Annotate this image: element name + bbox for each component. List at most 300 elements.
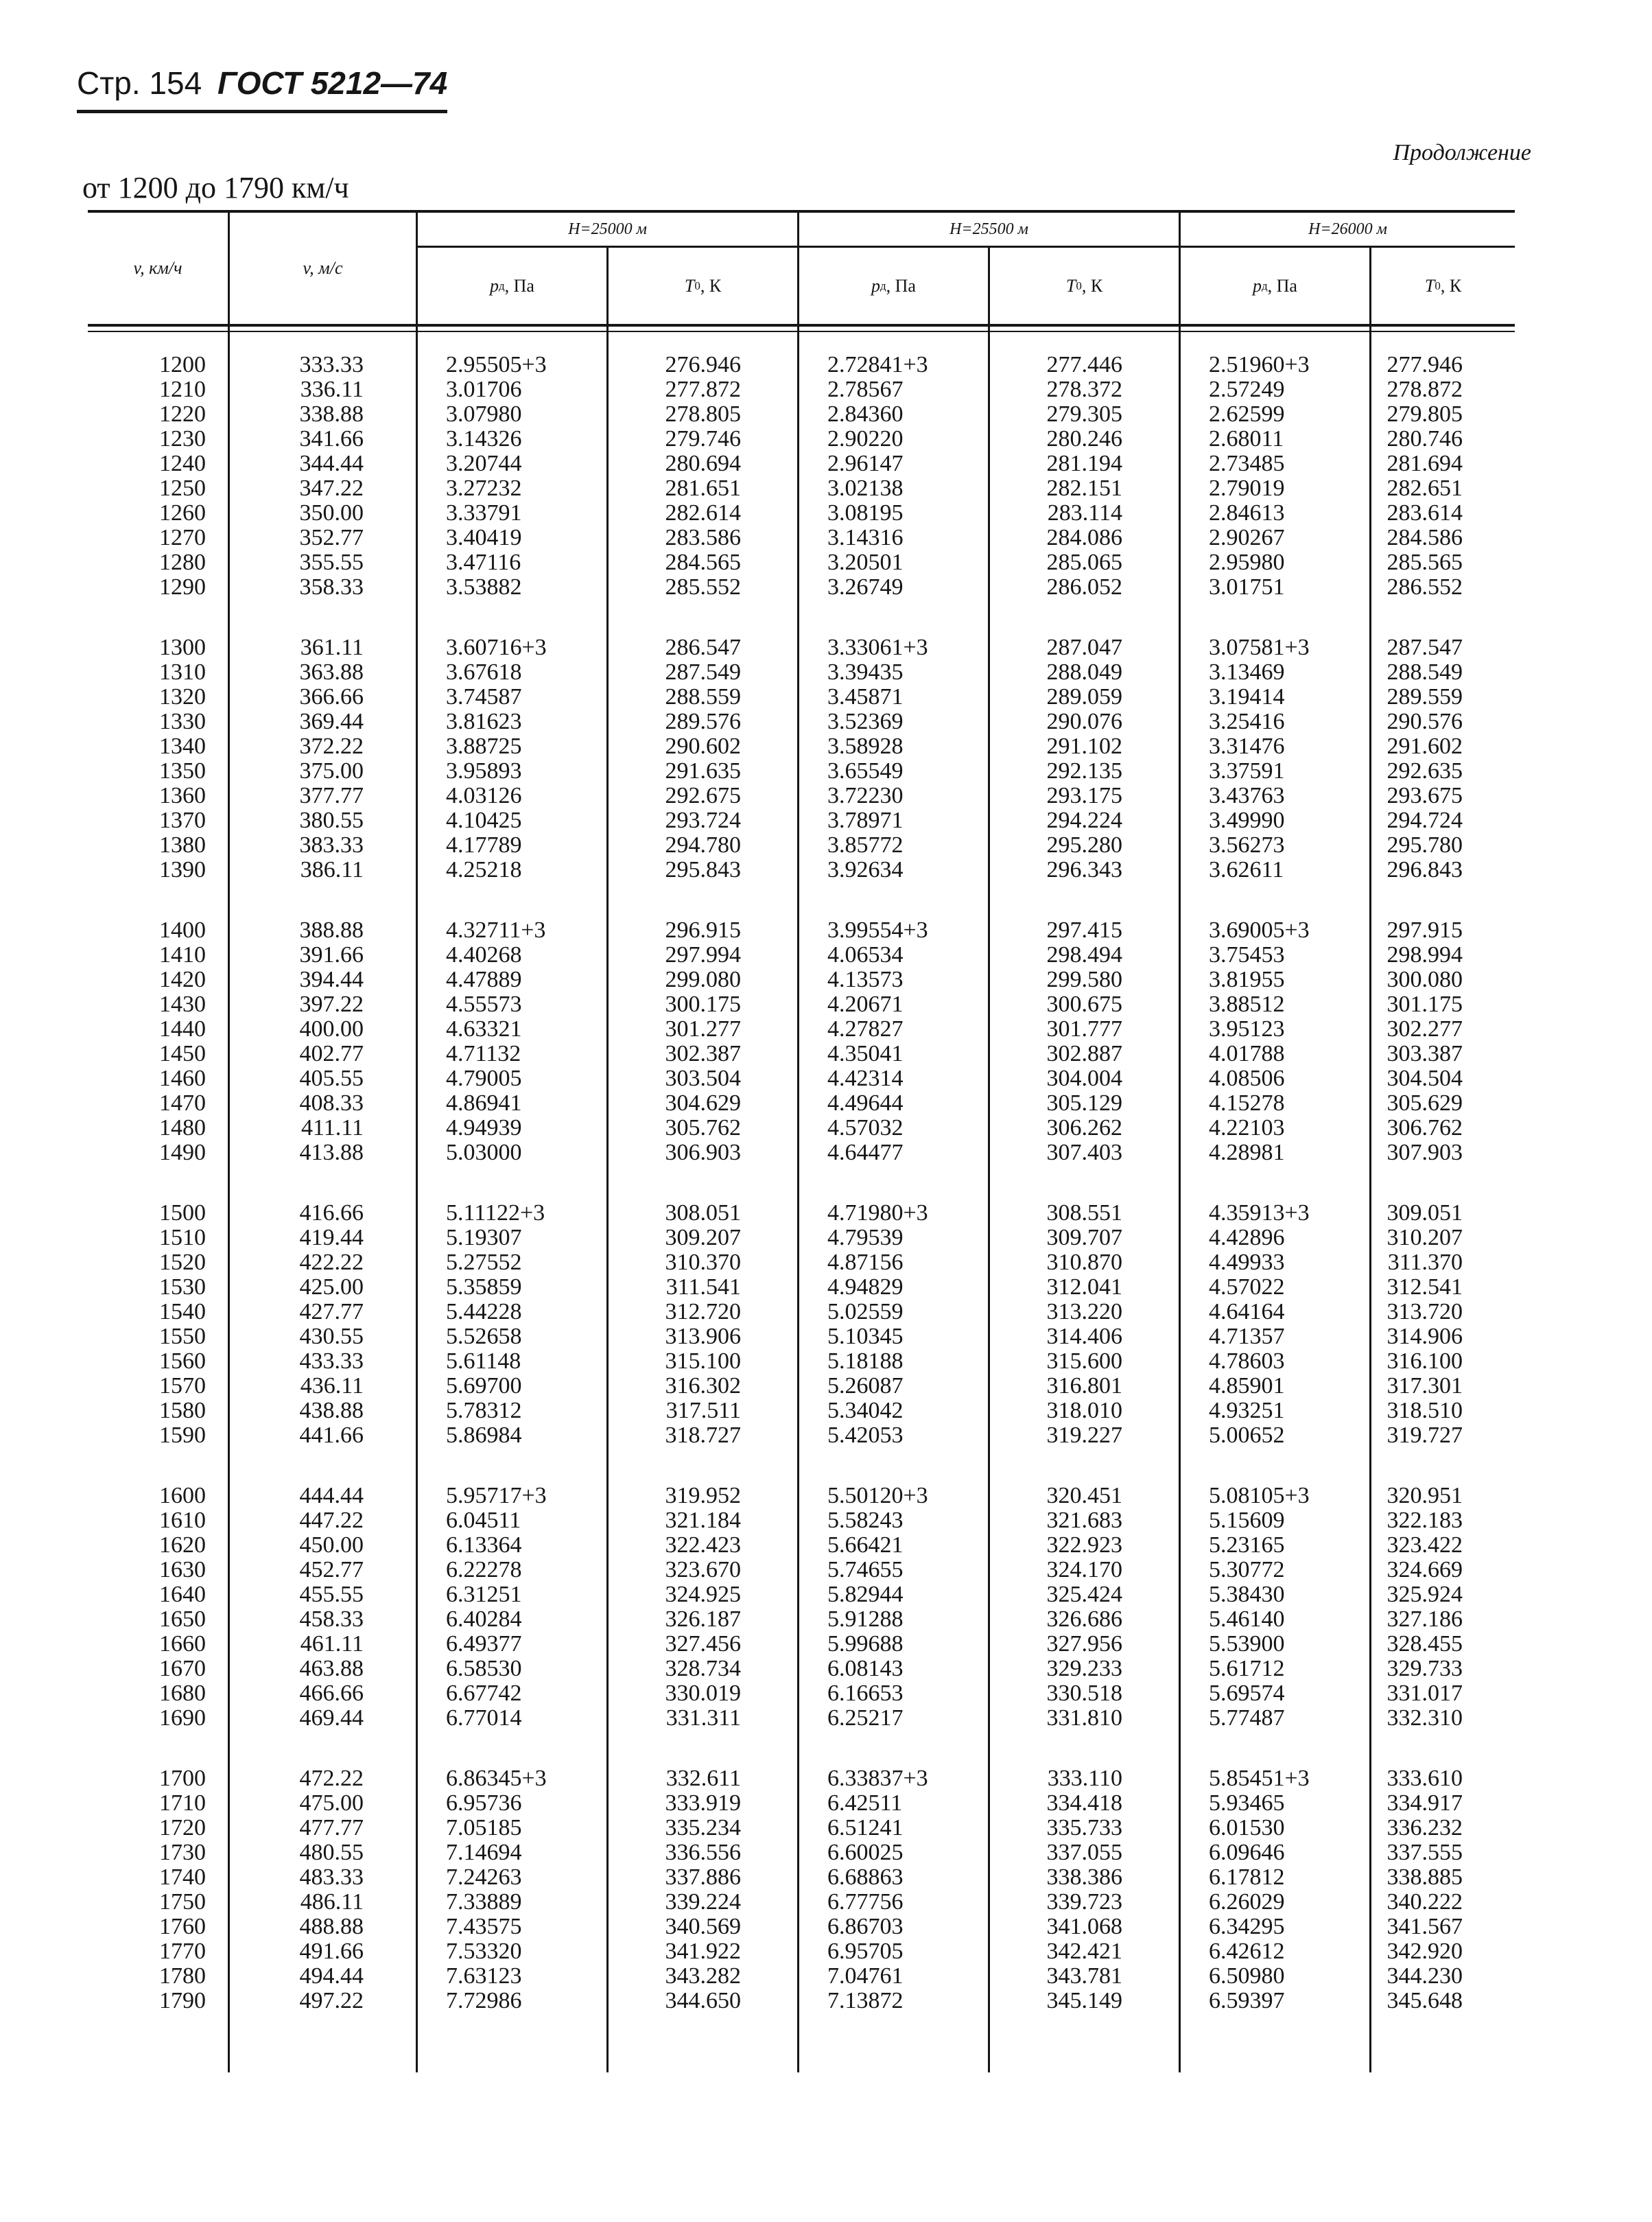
table-cell: 1770 [159, 1939, 206, 1964]
table-cell: 4.79005 [446, 1066, 522, 1091]
table-cell: 341.567 [1386, 1914, 1463, 1939]
table-cell: 419.44 [299, 1225, 364, 1250]
table-cell: 312.041 [1046, 1274, 1122, 1300]
table-cell: 488.88 [299, 1914, 364, 1939]
table-cell: 7.24263 [446, 1864, 522, 1890]
table-cell: 397.22 [299, 992, 364, 1017]
table-cell: 4.01788 [1209, 1041, 1285, 1066]
table-cell: 340.222 [1386, 1889, 1463, 1915]
table-cell: 1470 [159, 1090, 206, 1116]
table-cell: 352.77 [299, 525, 364, 550]
table-cell: 1440 [159, 1016, 206, 1042]
table-cell: 3.78971 [827, 808, 904, 833]
table-cell: 402.77 [299, 1041, 364, 1066]
header-bottom-rule-2 [88, 331, 1515, 332]
header-bottom-rule [88, 324, 1515, 327]
table-cell: 3.81955 [1209, 967, 1285, 992]
table-cell: 6.16653 [827, 1681, 904, 1706]
table-cell: 331.810 [1046, 1705, 1122, 1731]
table-cell: 6.86345+3 [446, 1766, 547, 1791]
table-cell: 289.059 [1046, 684, 1122, 710]
table-cell: 3.33061+3 [827, 635, 928, 660]
table-cell: 6.86703 [827, 1914, 904, 1939]
table-cell: 333.110 [1047, 1766, 1122, 1791]
table-cell: 355.55 [299, 550, 364, 575]
table-cell: 3.07581+3 [1209, 635, 1310, 660]
table-cell: 4.10425 [446, 808, 522, 833]
table-cell: 313.906 [665, 1324, 741, 1349]
table-cell: 3.95893 [446, 758, 522, 784]
table-row [88, 1484, 1515, 1508]
table-row [88, 1300, 1515, 1324]
table-cell: 280.694 [665, 451, 741, 476]
table-cell: 5.23165 [1209, 1532, 1285, 1558]
table-cell: 4.22103 [1209, 1115, 1285, 1141]
table-row [88, 1533, 1515, 1558]
table-cell: 6.50980 [1209, 1963, 1285, 1989]
table-cell: 5.03000 [446, 1140, 522, 1165]
table-row [88, 1915, 1515, 1939]
table-cell: 324.170 [1046, 1557, 1122, 1582]
table-cell: 4.08506 [1209, 1066, 1285, 1091]
table-cell: 343.781 [1046, 1963, 1122, 1989]
table-cell: 310.207 [1386, 1225, 1463, 1250]
table-cell: 291.102 [1046, 734, 1122, 759]
table-cell: 304.629 [665, 1090, 741, 1116]
header-temperature-2: T 0 , К [1065, 275, 1103, 296]
table-cell: 1460 [159, 1066, 206, 1091]
table-cell: 327.456 [665, 1631, 741, 1657]
table-row [88, 1766, 1515, 1791]
table-cell: 4.03126 [446, 783, 522, 808]
table-cell: 279.305 [1046, 401, 1122, 427]
table-cell: 321.184 [665, 1508, 741, 1533]
table-cell: 341.922 [665, 1939, 741, 1964]
table-cell: 4.47889 [446, 967, 522, 992]
table-cell: 1490 [159, 1140, 206, 1165]
table-cell: 277.446 [1046, 352, 1122, 377]
table-cell: 1580 [159, 1398, 206, 1423]
table-cell: 336.232 [1386, 1815, 1463, 1840]
table-row-group [88, 918, 1515, 1165]
table-cell: 1590 [159, 1423, 206, 1448]
table-cell: 300.175 [665, 992, 741, 1017]
table-cell: 391.66 [299, 942, 364, 968]
table-cell: 1200 [159, 352, 206, 377]
table-cell: 4.79539 [827, 1225, 904, 1250]
table-row [88, 943, 1515, 968]
table-row [88, 1066, 1515, 1091]
table-row [88, 992, 1515, 1017]
table-cell: 4.64164 [1209, 1299, 1285, 1324]
table-cell: 7.72986 [446, 1988, 522, 2013]
table-cell: 7.33889 [446, 1889, 522, 1915]
table-cell: 3.40419 [446, 525, 522, 550]
table-cell: 290.602 [665, 734, 741, 759]
table-cell: 338.386 [1046, 1864, 1122, 1890]
table-cell: 320.451 [1046, 1483, 1122, 1508]
table-cell: 322.423 [665, 1532, 741, 1558]
table-cell: 342.421 [1046, 1939, 1122, 1964]
table-cell: 305.129 [1046, 1090, 1122, 1116]
table-cell: 284.586 [1386, 525, 1463, 550]
table-cell: 300.675 [1046, 992, 1122, 1017]
table-row [88, 550, 1515, 575]
table-cell: 334.418 [1046, 1790, 1122, 1816]
table-row [88, 1201, 1515, 1226]
table-cell: 430.55 [299, 1324, 364, 1349]
table-cell: 307.903 [1386, 1140, 1463, 1165]
table-cell: 331.311 [665, 1705, 741, 1731]
table-cell: 350.00 [299, 500, 364, 526]
table-cell: 4.93251 [1209, 1398, 1285, 1423]
table-cell: 4.87156 [827, 1250, 904, 1275]
table-row [88, 759, 1515, 784]
table-cell: 344.230 [1386, 1963, 1463, 1989]
table-cell: 327.956 [1046, 1631, 1122, 1657]
table-cell: 1240 [159, 451, 206, 476]
table-cell: 289.576 [665, 709, 741, 734]
table-cell: 298.494 [1046, 942, 1122, 968]
table-cell: 1330 [159, 709, 206, 734]
table-cell: 1530 [159, 1274, 206, 1300]
table-cell: 1380 [159, 832, 206, 858]
table-cell: 3.08195 [827, 500, 904, 526]
table-cell: 3.20744 [446, 451, 522, 476]
table-cell: 433.33 [299, 1348, 364, 1374]
table-cell: 4.57032 [827, 1115, 904, 1141]
table-cell: 1720 [159, 1815, 206, 1840]
table-cell: 375.00 [299, 758, 364, 784]
table-cell: 315.100 [665, 1348, 741, 1374]
header-pressure-3: p д , Па [1253, 275, 1297, 296]
table-cell: 1230 [159, 426, 206, 452]
table-cell: 5.46140 [1209, 1606, 1285, 1632]
table-row-group [88, 1484, 1515, 1731]
table-cell: 497.22 [299, 1988, 364, 2013]
table-cell: 6.42511 [827, 1790, 903, 1816]
table-row [88, 1116, 1515, 1141]
table-cell: 302.277 [1386, 1016, 1463, 1042]
table-cell: 6.22278 [446, 1557, 522, 1582]
table-cell: 5.44228 [446, 1299, 522, 1324]
table-cell: 436.11 [300, 1373, 364, 1399]
table-row [88, 1582, 1515, 1607]
table-cell: 2.62599 [1209, 401, 1285, 427]
table-cell: 425.00 [299, 1274, 364, 1300]
table-cell: 280.746 [1386, 426, 1463, 452]
table-cell: 1560 [159, 1348, 206, 1374]
table-cell: 313.220 [1046, 1299, 1122, 1324]
table-cell: 324.669 [1386, 1557, 1463, 1582]
table-cell: 298.994 [1386, 942, 1463, 968]
table-cell: 6.51241 [827, 1815, 904, 1840]
table-cell: 325.924 [1386, 1582, 1463, 1607]
table-cell: 288.559 [665, 684, 741, 710]
table-cell: 3.13469 [1209, 659, 1285, 685]
table-cell: 3.92634 [827, 857, 904, 882]
table-cell: 472.22 [299, 1766, 364, 1791]
table-cell: 336.556 [665, 1840, 741, 1865]
table-cell: 494.44 [299, 1963, 364, 1989]
table-cell: 310.370 [665, 1250, 741, 1275]
table-cell: 486.11 [300, 1889, 364, 1915]
table-row [88, 501, 1515, 526]
table-row-group [88, 353, 1515, 600]
table-cell: 5.26087 [827, 1373, 904, 1399]
table-row [88, 1840, 1515, 1865]
table-cell: 7.43575 [446, 1914, 522, 1939]
table-cell: 2.57249 [1209, 377, 1285, 402]
table-cell: 5.18188 [827, 1348, 904, 1374]
table-cell: 6.31251 [446, 1582, 522, 1607]
table-cell: 282.614 [665, 500, 741, 526]
table-cell: 1340 [159, 734, 206, 759]
table-cell: 4.27827 [827, 1016, 904, 1042]
table-cell: 3.02138 [827, 476, 904, 501]
table-row [88, 427, 1515, 452]
table-row [88, 1226, 1515, 1250]
table-cell: 1370 [159, 808, 206, 833]
table-cell: 6.59397 [1209, 1988, 1285, 2013]
table-cell: 1480 [159, 1115, 206, 1141]
table-row [88, 685, 1515, 710]
table-cell: 304.004 [1046, 1066, 1122, 1091]
table-cell: 3.37591 [1209, 758, 1285, 784]
table-row [88, 1275, 1515, 1300]
table-cell: 466.66 [299, 1681, 364, 1706]
table-cell: 2.95980 [1209, 550, 1285, 575]
table-cell: 1390 [159, 857, 206, 882]
group-title-3: H=26000 м [1308, 220, 1387, 238]
table-cell: 4.78603 [1209, 1348, 1285, 1374]
table-cell: 5.82944 [827, 1582, 904, 1607]
table-cell: 340.569 [665, 1914, 741, 1939]
table-cell: 411.11 [301, 1115, 364, 1141]
table-cell: 4.42896 [1209, 1225, 1285, 1250]
table-cell: 4.49644 [827, 1090, 904, 1116]
table-cell: 280.246 [1046, 426, 1122, 452]
table-cell: 3.62611 [1209, 857, 1284, 882]
table-cell: 338.885 [1386, 1864, 1463, 1890]
table-cell: 301.777 [1046, 1016, 1122, 1042]
table-cell: 1660 [159, 1631, 206, 1657]
table-cell: 282.151 [1046, 476, 1122, 501]
table-cell: 276.946 [665, 352, 741, 377]
table-row [88, 1508, 1515, 1533]
table-cell: 294.224 [1046, 808, 1122, 833]
table-cell: 307.403 [1046, 1140, 1122, 1165]
table-cell: 297.415 [1046, 917, 1122, 943]
table-cell: 295.280 [1046, 832, 1122, 858]
table-cell: 6.77014 [446, 1705, 522, 1731]
table-row [88, 402, 1515, 427]
table-cell: 5.35859 [446, 1274, 522, 1300]
table-cell: 291.602 [1386, 734, 1463, 759]
table-cell: 1310 [159, 659, 206, 685]
table-cell: 6.09646 [1209, 1840, 1285, 1865]
table-row-group [88, 1201, 1515, 1448]
table-cell: 5.53900 [1209, 1631, 1285, 1657]
table-cell: 303.504 [665, 1066, 741, 1091]
table-cell: 3.74587 [446, 684, 522, 710]
table-row [88, 858, 1515, 882]
table-cell: 1450 [159, 1041, 206, 1066]
table-row [88, 452, 1515, 476]
table-cell: 5.52658 [446, 1324, 522, 1349]
table-cell: 281.651 [665, 476, 741, 501]
table-cell: 334.917 [1386, 1790, 1463, 1816]
table-cell: 5.42053 [827, 1423, 904, 1448]
table-cell: 3.31476 [1209, 734, 1285, 759]
table-cell: 320.951 [1386, 1483, 1463, 1508]
table-cell: 6.95705 [827, 1939, 904, 1964]
table-cell: 5.11122+3 [446, 1200, 545, 1226]
table-row [88, 1374, 1515, 1399]
table-cell: 5.93465 [1209, 1790, 1285, 1816]
table-cell: 297.915 [1386, 917, 1463, 943]
table-cell: 332.310 [1386, 1705, 1463, 1731]
table-cell: 306.903 [665, 1140, 741, 1165]
table-cell: 316.100 [1386, 1348, 1463, 1374]
table-cell: 299.080 [665, 967, 741, 992]
table-cell: 278.872 [1386, 377, 1463, 402]
table-cell: 6.33837+3 [827, 1766, 928, 1791]
table-cell: 277.872 [665, 377, 741, 402]
table-cell: 326.187 [665, 1606, 741, 1632]
table-cell: 5.69700 [446, 1373, 522, 1399]
data-table [88, 210, 1515, 2074]
table-cell: 469.44 [299, 1705, 364, 1731]
table-cell: 1620 [159, 1532, 206, 1558]
table-cell: 4.94829 [827, 1274, 904, 1300]
table-cell: 317.301 [1386, 1373, 1463, 1399]
table-row [88, 1017, 1515, 1042]
table-row [88, 710, 1515, 734]
table-cell: 304.504 [1386, 1066, 1463, 1091]
table-cell: 458.33 [299, 1606, 364, 1632]
table-row [88, 353, 1515, 377]
table-cell: 1540 [159, 1299, 206, 1324]
table-cell: 455.55 [299, 1582, 364, 1607]
table-cell: 6.25217 [827, 1705, 904, 1731]
table-cell: 308.551 [1046, 1200, 1122, 1226]
table-cell: 3.14326 [446, 426, 522, 452]
table-row [88, 575, 1515, 600]
table-row [88, 784, 1515, 808]
table-cell: 405.55 [299, 1066, 364, 1091]
table-cell: 3.65549 [827, 758, 904, 784]
table-cell: 319.952 [665, 1483, 741, 1508]
table-cell: 300.080 [1386, 967, 1463, 992]
table-cell: 318.510 [1386, 1398, 1463, 1423]
table-cell: 4.28981 [1209, 1140, 1285, 1165]
header-pressure-2: p д , Па [871, 275, 916, 296]
table-cell: 394.44 [299, 967, 364, 992]
table-cell: 5.61712 [1209, 1656, 1285, 1681]
table-cell: 483.33 [299, 1864, 364, 1890]
table-cell: 287.547 [1386, 635, 1463, 660]
table-cell: 3.19414 [1209, 684, 1285, 710]
table-cell: 1350 [159, 758, 206, 784]
table-cell: 363.88 [299, 659, 364, 685]
table-row [88, 1399, 1515, 1423]
table-cell: 6.77756 [827, 1889, 904, 1915]
table-cell: 285.565 [1386, 550, 1463, 575]
table-cell: 2.72841+3 [827, 352, 928, 377]
table-cell: 2.73485 [1209, 451, 1285, 476]
table-cell: 297.994 [665, 942, 741, 968]
table-cell: 292.635 [1386, 758, 1463, 784]
page-number: Стр. 154 [77, 65, 202, 101]
table-cell: 4.57022 [1209, 1274, 1285, 1300]
table-cell: 328.455 [1386, 1631, 1463, 1657]
table-cell: 4.15278 [1209, 1090, 1285, 1116]
table-cell: 323.670 [665, 1557, 741, 1582]
table-cell: 5.91288 [827, 1606, 904, 1632]
table-cell: 343.282 [665, 1963, 741, 1989]
table-row [88, 1091, 1515, 1116]
table-cell: 438.88 [299, 1398, 364, 1423]
table-row [88, 476, 1515, 501]
table-cell: 3.43763 [1209, 783, 1285, 808]
table-cell: 358.33 [299, 574, 364, 600]
table-cell: 294.724 [1386, 808, 1463, 833]
table-cell: 344.650 [665, 1988, 741, 2013]
table-cell: 422.22 [299, 1250, 364, 1275]
table-cell: 450.00 [299, 1532, 364, 1558]
table-cell: 4.06534 [827, 942, 904, 968]
table-row [88, 526, 1515, 550]
table-cell: 400.00 [299, 1016, 364, 1042]
table-cell: 3.01706 [446, 377, 522, 402]
table-cell: 1750 [159, 1889, 206, 1915]
table-cell: 337.555 [1386, 1840, 1463, 1865]
table-cell: 329.733 [1386, 1656, 1463, 1681]
table-cell: 286.552 [1386, 574, 1463, 600]
table-cell: 491.66 [299, 1939, 364, 1964]
table-cell: 314.906 [1386, 1324, 1463, 1349]
table-cell: 345.149 [1046, 1988, 1122, 2013]
table-cell: 287.047 [1046, 635, 1122, 660]
table-cell: 339.224 [665, 1889, 741, 1915]
table-cell: 5.02559 [827, 1299, 904, 1324]
table-cell: 318.010 [1046, 1398, 1122, 1423]
table-cell: 4.71980+3 [827, 1200, 928, 1226]
table-cell: 345.648 [1386, 1988, 1463, 2013]
table-cell: 3.99554+3 [827, 917, 928, 943]
table-cell: 333.610 [1386, 1766, 1463, 1791]
table-cell: 282.651 [1386, 476, 1463, 501]
table-cell: 2.90220 [827, 426, 904, 452]
table-cell: 1570 [159, 1373, 206, 1399]
table-cell: 1320 [159, 684, 206, 710]
table-cell: 295.843 [665, 857, 741, 882]
table-cell: 2.68011 [1209, 426, 1284, 452]
table-row-group [88, 635, 1515, 882]
table-cell: 6.68863 [827, 1864, 904, 1890]
table-cell: 3.67618 [446, 659, 522, 685]
table-cell: 1640 [159, 1582, 206, 1607]
table-cell: 2.95505+3 [446, 352, 547, 377]
page-header [77, 60, 447, 113]
table-cell: 309.207 [665, 1225, 741, 1250]
table-cell: 5.78312 [446, 1398, 522, 1423]
table-cell: 6.49377 [446, 1631, 522, 1657]
table-row [88, 1657, 1515, 1681]
table-cell: 4.49933 [1209, 1250, 1285, 1275]
table-cell: 327.186 [1386, 1606, 1463, 1632]
